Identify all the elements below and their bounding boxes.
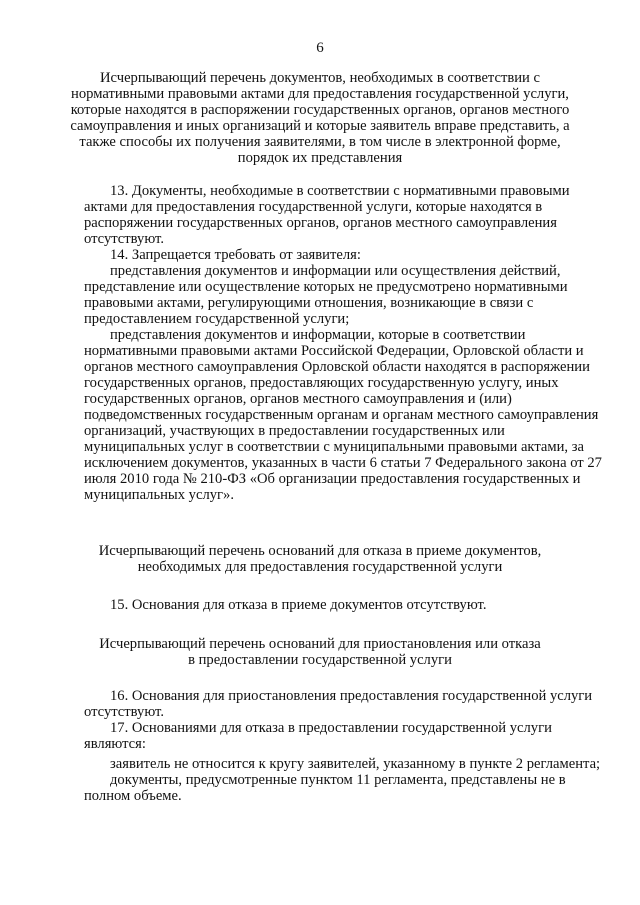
paragraph-17-item-1: заявитель не относится к кругу заявителей, указанному в пункте 2 регламента; bbox=[110, 756, 601, 772]
paragraph-line: государственных органов, предоставляющих государственную услугу, иных bbox=[84, 375, 559, 391]
paragraph-line: полном объеме. bbox=[84, 788, 182, 804]
heading-line: Исчерпывающий перечень оснований для приостановления или отказа bbox=[99, 636, 541, 652]
paragraph-line: исключением документов, указанных в части 6 статьи 7 Федерального закона от 27 bbox=[84, 455, 602, 471]
paragraph-line: 13. Документы, необходимые в соответствии с нормативными правовыми bbox=[110, 183, 570, 199]
paragraph-line: представления документов и информации или осуществления действий, bbox=[110, 263, 561, 279]
paragraph-line: правовыми актами, регулирующими отношения, возникающие в связи с bbox=[84, 295, 534, 311]
paragraph-line: июля 2010 года № 210-ФЗ «Об организации предоставления государственных и bbox=[84, 471, 581, 487]
paragraph-line: государственных органов, органов местного самоуправления и (или) bbox=[84, 391, 512, 407]
paragraph-line: организаций, участвующих в предоставлении государственных или bbox=[84, 423, 505, 439]
page-number: 6 bbox=[316, 40, 324, 56]
paragraph-line: представление или осуществление которых не предусмотрено нормативными bbox=[84, 279, 568, 295]
paragraph-line: актами для предоставления государственной услуги, которые находятся в bbox=[84, 199, 543, 215]
paragraph-line: документы, предусмотренные пунктом 11 регламента, представлены не в bbox=[110, 772, 566, 788]
paragraph-line: нормативными правовыми актами Российской Федерации, Орловской области и bbox=[84, 343, 584, 359]
paragraph-line: представления документов и информации, которые в соответствии bbox=[110, 327, 526, 343]
heading-line: в предоставлении государственной услуги bbox=[188, 652, 452, 668]
paragraph-line: 16. Основания для приостановления предоставления государственной услуги bbox=[110, 688, 593, 704]
paragraph-line: 17. Основаниями для отказа в предоставлении государственной услуги bbox=[110, 720, 552, 736]
heading-line: нормативными правовыми актами для предоставления государственной услуги, bbox=[71, 86, 569, 102]
paragraph-line: отсутствуют. bbox=[84, 704, 164, 720]
paragraph-line: муниципальных услуг в соответствии с муниципальными правовыми актами, за bbox=[84, 439, 584, 455]
paragraph-line: отсутствуют. bbox=[84, 231, 164, 247]
heading-line: необходимых для предоставления государственной услуги bbox=[137, 559, 503, 575]
paragraph-14-intro: 14. Запрещается требовать от заявителя: bbox=[110, 247, 361, 263]
heading-line: Исчерпывающий перечень документов, необходимых в соответствии с bbox=[100, 70, 540, 86]
paragraph-line: распоряжении государственных органов, органов местного самоуправления bbox=[84, 215, 557, 231]
paragraph-line: муниципальных услуг». bbox=[84, 487, 234, 503]
paragraph-line: предоставлением государственной услуги; bbox=[84, 311, 350, 327]
paragraph-line: подведомственных государственным органам и органам местного самоуправления bbox=[84, 407, 599, 423]
heading-line: также способы их получения заявителями, в том числе в электронной форме, bbox=[79, 134, 561, 150]
heading-line: самоуправления и иных организаций и которые заявитель вправе представить, а bbox=[70, 118, 570, 134]
paragraph-line: органов местного самоуправления Орловской области находятся в распоряжении bbox=[84, 359, 590, 375]
heading-line: Исчерпывающий перечень оснований для отказа в приеме документов, bbox=[98, 543, 542, 559]
paragraph-15: 15. Основания для отказа в приеме документов отсутствуют. bbox=[110, 597, 487, 613]
heading-line: которые находятся в распоряжении государственных органов, органов местного bbox=[70, 102, 570, 118]
heading-line: порядок их представления bbox=[237, 150, 403, 166]
paragraph-line: являются: bbox=[84, 736, 146, 752]
